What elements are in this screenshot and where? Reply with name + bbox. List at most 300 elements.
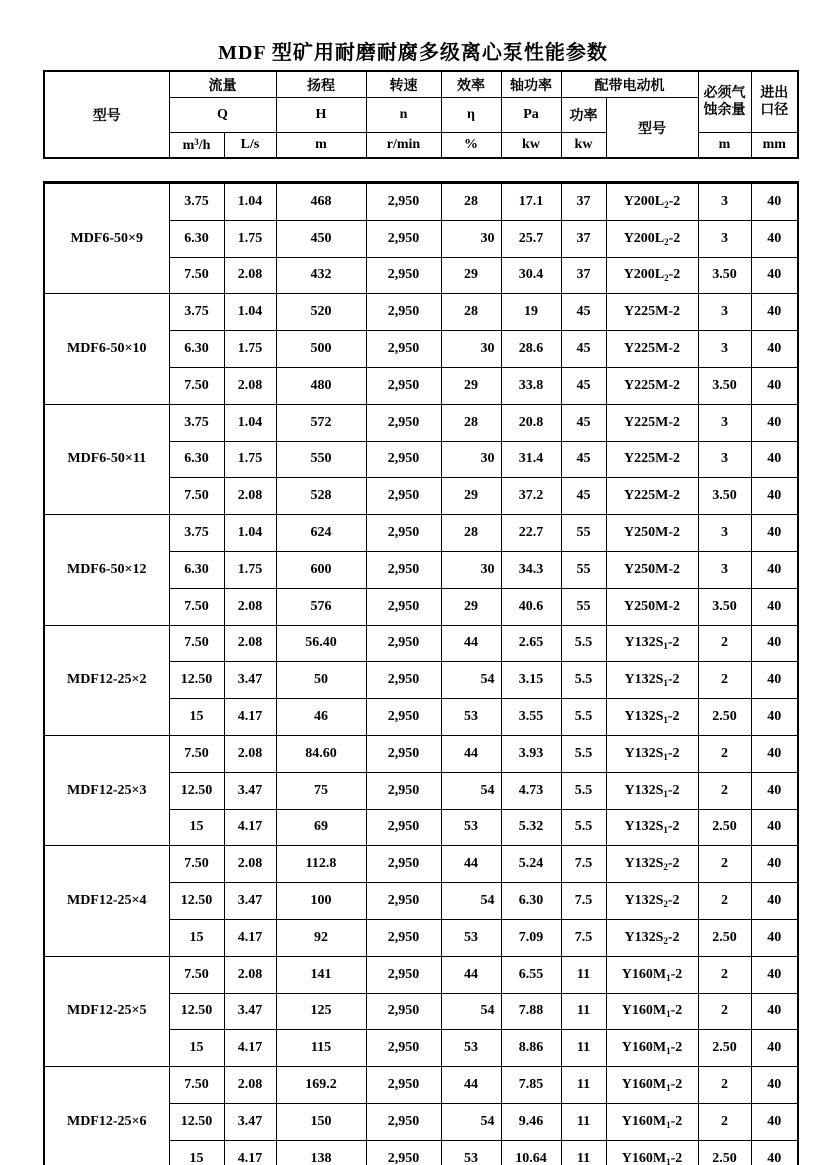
cell-motor-power-kw: 5.5 [561, 699, 606, 736]
cell-efficiency-pct: 44 [441, 1067, 501, 1104]
cell-efficiency-pct: 30 [441, 331, 501, 368]
cell-port-diameter-mm: 40 [751, 846, 798, 883]
cell-efficiency-pct: 44 [441, 625, 501, 662]
cell-shaft-power-kw: 30.4 [501, 257, 561, 294]
cell-flow-ls: 4.17 [224, 809, 276, 846]
table-row [44, 1067, 798, 1104]
cell-npsh-m: 3 [698, 515, 751, 552]
cell-efficiency-pct: 44 [441, 846, 501, 883]
cell-motor-power-kw: 45 [561, 478, 606, 515]
cell-flow-m3h: 3.75 [169, 404, 224, 441]
cell-efficiency-pct: 29 [441, 478, 501, 515]
cell-shaft-power-kw: 7.88 [501, 993, 561, 1030]
header-motor-power: 功率 [561, 98, 606, 133]
cell-flow-ls: 4.17 [224, 919, 276, 956]
cell-flow-m3h: 12.50 [169, 883, 224, 920]
cell-motor-power-kw: 55 [561, 588, 606, 625]
cell-port-diameter-mm: 40 [751, 919, 798, 956]
cell-head-m: 600 [276, 551, 366, 588]
cell-port-diameter-mm: 40 [751, 1103, 798, 1140]
header-motor: 配带电动机 [561, 71, 698, 98]
cell-flow-m3h: 7.50 [169, 588, 224, 625]
cell-shaft-power-kw: 25.7 [501, 220, 561, 257]
cell-efficiency-pct: 53 [441, 809, 501, 846]
cell-motor-model: Y225M-2 [606, 441, 698, 478]
cell-npsh-m: 2 [698, 735, 751, 772]
cell-speed-rpm: 2,950 [366, 772, 441, 809]
cell-speed-rpm: 2,950 [366, 625, 441, 662]
cell-motor-model: Y225M-2 [606, 294, 698, 331]
pump-model-cell: MDF6-50×11 [44, 404, 169, 514]
cell-shaft-power-kw: 37.2 [501, 478, 561, 515]
cell-motor-power-kw: 5.5 [561, 772, 606, 809]
cell-port-diameter-mm: 40 [751, 367, 798, 404]
cell-port-diameter-mm: 40 [751, 1067, 798, 1104]
cell-speed-rpm: 2,950 [366, 993, 441, 1030]
cell-efficiency-pct: 44 [441, 956, 501, 993]
cell-shaft-power-kw: 17.1 [501, 183, 561, 221]
header-head-symbol: H [276, 98, 366, 133]
cell-npsh-m: 2.50 [698, 809, 751, 846]
cell-flow-m3h: 3.75 [169, 294, 224, 331]
cell-port-diameter-mm: 40 [751, 809, 798, 846]
cell-efficiency-pct: 28 [441, 294, 501, 331]
cell-port-diameter-mm: 40 [751, 441, 798, 478]
cell-motor-power-kw: 5.5 [561, 625, 606, 662]
cell-flow-ls: 1.75 [224, 331, 276, 368]
header-npsh-unit: m [698, 133, 751, 159]
cell-flow-ls: 4.17 [224, 1030, 276, 1067]
header-head-unit: m [276, 133, 366, 159]
cell-speed-rpm: 2,950 [366, 809, 441, 846]
cell-flow-ls: 2.08 [224, 367, 276, 404]
cell-port-diameter-mm: 40 [751, 993, 798, 1030]
pump-model-cell: MDF12-25×3 [44, 735, 169, 845]
cell-head-m: 500 [276, 331, 366, 368]
table-row [44, 183, 798, 221]
cell-speed-rpm: 2,950 [366, 883, 441, 920]
cell-motor-power-kw: 45 [561, 404, 606, 441]
cell-flow-ls: 2.08 [224, 625, 276, 662]
cell-head-m: 520 [276, 294, 366, 331]
cell-flow-m3h: 15 [169, 1140, 224, 1165]
cell-flow-ls: 2.08 [224, 956, 276, 993]
cell-flow-m3h: 3.75 [169, 183, 224, 221]
cell-flow-ls: 4.17 [224, 699, 276, 736]
cell-speed-rpm: 2,950 [366, 441, 441, 478]
header-speed-unit: r/min [366, 133, 441, 159]
cell-npsh-m: 3 [698, 183, 751, 221]
cell-motor-power-kw: 55 [561, 551, 606, 588]
cell-port-diameter-mm: 40 [751, 1030, 798, 1067]
cell-npsh-m: 3.50 [698, 257, 751, 294]
cell-motor-model: $Y160M_1-2$ [606, 993, 698, 1030]
cell-speed-rpm: 2,950 [366, 662, 441, 699]
header-efficiency-unit: % [441, 133, 501, 159]
cell-flow-m3h: 6.30 [169, 220, 224, 257]
table-row [44, 846, 798, 883]
cell-efficiency-pct: 29 [441, 257, 501, 294]
cell-efficiency-pct: 30 [441, 220, 501, 257]
header-flow: 流量 [169, 71, 276, 98]
pump-model-cell: MDF12-25×2 [44, 625, 169, 735]
cell-speed-rpm: 2,950 [366, 1103, 441, 1140]
header-port [751, 71, 798, 133]
cell-flow-m3h: 15 [169, 699, 224, 736]
cell-speed-rpm: 2,950 [366, 183, 441, 221]
cell-port-diameter-mm: 40 [751, 735, 798, 772]
cell-flow-ls: 3.47 [224, 883, 276, 920]
cell-speed-rpm: 2,950 [366, 515, 441, 552]
cell-head-m: 56.40 [276, 625, 366, 662]
cell-head-m: 572 [276, 404, 366, 441]
cell-npsh-m: 3 [698, 441, 751, 478]
cell-efficiency-pct: 53 [441, 699, 501, 736]
cell-speed-rpm: 2,950 [366, 220, 441, 257]
cell-motor-model: Y225M-2 [606, 478, 698, 515]
cell-flow-ls: 4.17 [224, 1140, 276, 1165]
table-row [44, 735, 798, 772]
cell-motor-model: Y250M-2 [606, 515, 698, 552]
cell-speed-rpm: 2,950 [366, 735, 441, 772]
cell-shaft-power-kw: 8.86 [501, 1030, 561, 1067]
cell-port-diameter-mm: 40 [751, 699, 798, 736]
cell-efficiency-pct: 53 [441, 919, 501, 956]
header-npsh-line2: 蚀余量 [703, 103, 746, 118]
cell-motor-model: $Y200L_2-2$ [606, 183, 698, 221]
pump-model-cell: MDF12-25×6 [44, 1067, 169, 1165]
cell-motor-model: Y225M-2 [606, 404, 698, 441]
cell-flow-m3h: 7.50 [169, 956, 224, 993]
cell-flow-m3h: 12.50 [169, 772, 224, 809]
cell-head-m: 141 [276, 956, 366, 993]
pump-model-cell: MDF12-25×5 [44, 956, 169, 1066]
cell-shaft-power-kw: 40.6 [501, 588, 561, 625]
cell-flow-ls: 2.08 [224, 846, 276, 883]
cell-flow-ls: 3.47 [224, 1103, 276, 1140]
cell-efficiency-pct: 28 [441, 404, 501, 441]
cell-head-m: 46 [276, 699, 366, 736]
cell-flow-m3h: 7.50 [169, 625, 224, 662]
cell-shaft-power-kw: 5.32 [501, 809, 561, 846]
cell-shaft-power-kw: 10.64 [501, 1140, 561, 1165]
header-efficiency-symbol: η [441, 98, 501, 133]
cell-motor-power-kw: 37 [561, 220, 606, 257]
page-title: MDF 型矿用耐磨耐腐多级离心泵性能参数 [218, 42, 608, 64]
cell-speed-rpm: 2,950 [366, 367, 441, 404]
cell-shaft-power-kw: 34.3 [501, 551, 561, 588]
cell-motor-model: $Y132S_2-2$ [606, 883, 698, 920]
cell-motor-power-kw: 11 [561, 1067, 606, 1104]
cell-flow-m3h: 15 [169, 919, 224, 956]
cell-motor-model: $Y132S_1-2$ [606, 662, 698, 699]
header-port-line1: 进出 [760, 86, 789, 101]
cell-motor-power-kw: 5.5 [561, 662, 606, 699]
cell-port-diameter-mm: 40 [751, 515, 798, 552]
pump-table [43, 181, 799, 1165]
cell-shaft-power-kw: 9.46 [501, 1103, 561, 1140]
cell-head-m: 84.60 [276, 735, 366, 772]
cell-speed-rpm: 2,950 [366, 331, 441, 368]
cell-motor-model: $Y132S_2-2$ [606, 846, 698, 883]
cell-flow-ls: 3.47 [224, 662, 276, 699]
cell-shaft-power-kw: 6.30 [501, 883, 561, 920]
cell-head-m: 480 [276, 367, 366, 404]
cell-head-m: 432 [276, 257, 366, 294]
cell-motor-power-kw: 45 [561, 441, 606, 478]
cell-flow-ls: 1.04 [224, 515, 276, 552]
header-flow-symbol: Q [169, 98, 276, 133]
cell-motor-model: $Y200L_2-2$ [606, 220, 698, 257]
cell-port-diameter-mm: 40 [751, 662, 798, 699]
cell-port-diameter-mm: 40 [751, 404, 798, 441]
cell-flow-ls: 1.75 [224, 551, 276, 588]
cell-flow-m3h: 7.50 [169, 257, 224, 294]
header-head: 扬程 [276, 71, 366, 98]
cell-motor-power-kw: 7.5 [561, 919, 606, 956]
cell-efficiency-pct: 30 [441, 441, 501, 478]
cell-npsh-m: 2 [698, 993, 751, 1030]
cell-npsh-m: 3.50 [698, 367, 751, 404]
cell-head-m: 576 [276, 588, 366, 625]
cell-speed-rpm: 2,950 [366, 846, 441, 883]
pump-model-cell: MDF6-50×9 [44, 183, 169, 294]
cell-head-m: 138 [276, 1140, 366, 1165]
cell-shaft-power-kw: 5.24 [501, 846, 561, 883]
cell-shaft-power-kw: 28.6 [501, 331, 561, 368]
cell-efficiency-pct: 53 [441, 1030, 501, 1067]
cell-motor-power-kw: 11 [561, 1140, 606, 1165]
cell-head-m: 100 [276, 883, 366, 920]
cell-speed-rpm: 2,950 [366, 257, 441, 294]
cell-port-diameter-mm: 40 [751, 883, 798, 920]
cell-flow-ls: 3.47 [224, 772, 276, 809]
cell-head-m: 169.2 [276, 1067, 366, 1104]
cell-npsh-m: 2.50 [698, 699, 751, 736]
header-npsh-line1: 必须气 [703, 86, 746, 101]
cell-motor-power-kw: 45 [561, 294, 606, 331]
header-motor-model: 型号 [606, 98, 698, 159]
cell-port-diameter-mm: 40 [751, 183, 798, 221]
table-row [44, 956, 798, 993]
cell-npsh-m: 2.50 [698, 1030, 751, 1067]
cell-efficiency-pct: 54 [441, 772, 501, 809]
cell-motor-model: Y225M-2 [606, 331, 698, 368]
cell-head-m: 624 [276, 515, 366, 552]
cell-motor-power-kw: 11 [561, 1103, 606, 1140]
cell-flow-ls: 2.08 [224, 1067, 276, 1104]
cell-npsh-m: 2 [698, 1067, 751, 1104]
cell-flow-ls: 1.04 [224, 404, 276, 441]
cell-efficiency-pct: 54 [441, 993, 501, 1030]
cell-npsh-m: 2 [698, 846, 751, 883]
header-efficiency: 效率 [441, 71, 501, 98]
cell-motor-model: Y225M-2 [606, 367, 698, 404]
cell-flow-ls: 1.75 [224, 441, 276, 478]
cell-head-m: 125 [276, 993, 366, 1030]
cell-motor-power-kw: 37 [561, 183, 606, 221]
cell-shaft-power-kw: 20.8 [501, 404, 561, 441]
cell-speed-rpm: 2,950 [366, 404, 441, 441]
cell-flow-m3h: 6.30 [169, 441, 224, 478]
cell-motor-power-kw: 11 [561, 993, 606, 1030]
cell-head-m: 112.8 [276, 846, 366, 883]
cell-shaft-power-kw: 3.93 [501, 735, 561, 772]
cell-efficiency-pct: 28 [441, 515, 501, 552]
cell-npsh-m: 3.50 [698, 478, 751, 515]
cell-speed-rpm: 2,950 [366, 919, 441, 956]
cell-head-m: 50 [276, 662, 366, 699]
cell-efficiency-pct: 44 [441, 735, 501, 772]
cell-shaft-power-kw: 7.85 [501, 1067, 561, 1104]
cell-npsh-m: 2.50 [698, 1140, 751, 1165]
cell-flow-m3h: 6.30 [169, 551, 224, 588]
cell-speed-rpm: 2,950 [366, 1140, 441, 1165]
header-shaft-power: 轴功率 [501, 71, 561, 98]
cell-motor-model: $Y160M_1-2$ [606, 1067, 698, 1104]
pump-table-header [43, 70, 799, 159]
table-row [44, 404, 798, 441]
cell-shaft-power-kw: 33.8 [501, 367, 561, 404]
cell-speed-rpm: 2,950 [366, 588, 441, 625]
cell-motor-power-kw: 55 [561, 515, 606, 552]
cell-motor-model: $Y160M_1-2$ [606, 1140, 698, 1165]
cell-port-diameter-mm: 40 [751, 588, 798, 625]
cell-motor-model: Y250M-2 [606, 551, 698, 588]
cell-flow-ls: 2.08 [224, 588, 276, 625]
cell-motor-model: $Y160M_1-2$ [606, 1030, 698, 1067]
cell-speed-rpm: 2,950 [366, 699, 441, 736]
header-motor-power-unit: kw [561, 133, 606, 159]
cell-flow-m3h: 15 [169, 809, 224, 846]
cell-port-diameter-mm: 40 [751, 294, 798, 331]
cell-flow-ls: 1.04 [224, 294, 276, 331]
cell-efficiency-pct: 54 [441, 883, 501, 920]
cell-flow-m3h: 3.75 [169, 515, 224, 552]
cell-efficiency-pct: 54 [441, 662, 501, 699]
cell-flow-m3h: 7.50 [169, 1067, 224, 1104]
cell-efficiency-pct: 54 [441, 1103, 501, 1140]
cell-head-m: 150 [276, 1103, 366, 1140]
cell-shaft-power-kw: 2.65 [501, 625, 561, 662]
cell-motor-power-kw: 7.5 [561, 846, 606, 883]
table-row [44, 515, 798, 552]
cell-shaft-power-kw: 3.55 [501, 699, 561, 736]
cell-shaft-power-kw: 4.73 [501, 772, 561, 809]
cell-motor-power-kw: 11 [561, 956, 606, 993]
cell-head-m: 69 [276, 809, 366, 846]
header-shaft-power-unit: kw [501, 133, 561, 159]
cell-npsh-m: 2 [698, 625, 751, 662]
pump-table-body [44, 183, 798, 1165]
cell-efficiency-pct: 29 [441, 367, 501, 404]
cell-head-m: 92 [276, 919, 366, 956]
cell-efficiency-pct: 30 [441, 551, 501, 588]
header-speed-symbol: n [366, 98, 441, 133]
cell-motor-model: $Y132S_1-2$ [606, 735, 698, 772]
header-model: 型号 [44, 71, 169, 158]
cell-npsh-m: 2.50 [698, 919, 751, 956]
cell-npsh-m: 2 [698, 883, 751, 920]
cell-flow-m3h: 7.50 [169, 367, 224, 404]
cell-npsh-m: 3 [698, 220, 751, 257]
cell-motor-model: $Y132S_1-2$ [606, 699, 698, 736]
cell-speed-rpm: 2,950 [366, 1067, 441, 1104]
cell-speed-rpm: 2,950 [366, 1030, 441, 1067]
cell-flow-ls: 1.75 [224, 220, 276, 257]
cell-npsh-m: 2 [698, 662, 751, 699]
cell-port-diameter-mm: 40 [751, 1140, 798, 1165]
cell-motor-model: $Y132S_1-2$ [606, 625, 698, 662]
cell-motor-power-kw: 11 [561, 1030, 606, 1067]
header-npsh [698, 71, 751, 133]
cell-npsh-m: 3 [698, 404, 751, 441]
cell-motor-model: $Y132S_1-2$ [606, 809, 698, 846]
cell-flow-ls: 2.08 [224, 257, 276, 294]
cell-motor-power-kw: 45 [561, 331, 606, 368]
cell-flow-ls: 2.08 [224, 735, 276, 772]
cell-npsh-m: 2 [698, 1103, 751, 1140]
cell-port-diameter-mm: 40 [751, 478, 798, 515]
cell-head-m: 528 [276, 478, 366, 515]
cell-motor-model: Y250M-2 [606, 588, 698, 625]
cell-motor-model: $Y132S_1-2$ [606, 772, 698, 809]
cell-npsh-m: 3 [698, 294, 751, 331]
cell-npsh-m: 2 [698, 772, 751, 809]
table-row [44, 625, 798, 662]
cell-shaft-power-kw: 7.09 [501, 919, 561, 956]
cell-motor-power-kw: 5.5 [561, 735, 606, 772]
cell-shaft-power-kw: 22.7 [501, 515, 561, 552]
cell-flow-m3h: 6.30 [169, 331, 224, 368]
cell-efficiency-pct: 53 [441, 1140, 501, 1165]
cell-flow-ls: 2.08 [224, 478, 276, 515]
cell-flow-m3h: 12.50 [169, 662, 224, 699]
cell-head-m: 115 [276, 1030, 366, 1067]
cell-shaft-power-kw: 3.15 [501, 662, 561, 699]
header-port-unit: mm [751, 133, 798, 159]
cell-speed-rpm: 2,950 [366, 551, 441, 588]
cell-npsh-m: 3 [698, 551, 751, 588]
cell-speed-rpm: 2,950 [366, 294, 441, 331]
cell-port-diameter-mm: 40 [751, 257, 798, 294]
cell-port-diameter-mm: 40 [751, 772, 798, 809]
cell-flow-m3h: 7.50 [169, 478, 224, 515]
cell-head-m: 468 [276, 183, 366, 221]
cell-port-diameter-mm: 40 [751, 625, 798, 662]
cell-shaft-power-kw: 6.55 [501, 956, 561, 993]
header-port-line2: 口径 [760, 103, 789, 118]
cell-speed-rpm: 2,950 [366, 478, 441, 515]
header-flow-unit-m3h: $m^3/h$ [169, 133, 224, 159]
cell-flow-m3h: 12.50 [169, 1103, 224, 1140]
cell-efficiency-pct: 28 [441, 183, 501, 221]
table-row [44, 294, 798, 331]
cell-efficiency-pct: 29 [441, 588, 501, 625]
cell-port-diameter-mm: 40 [751, 220, 798, 257]
header-flow-unit-ls: L/s [224, 133, 276, 159]
cell-motor-model: $Y160M_1-2$ [606, 956, 698, 993]
cell-shaft-power-kw: 19 [501, 294, 561, 331]
cell-motor-power-kw: 45 [561, 367, 606, 404]
header-speed: 转速 [366, 71, 441, 98]
cell-motor-power-kw: 7.5 [561, 883, 606, 920]
cell-flow-m3h: 15 [169, 1030, 224, 1067]
cell-flow-m3h: 7.50 [169, 735, 224, 772]
cell-motor-model: $Y132S_2-2$ [606, 919, 698, 956]
pump-model-cell: MDF6-50×10 [44, 294, 169, 404]
cell-port-diameter-mm: 40 [751, 551, 798, 588]
